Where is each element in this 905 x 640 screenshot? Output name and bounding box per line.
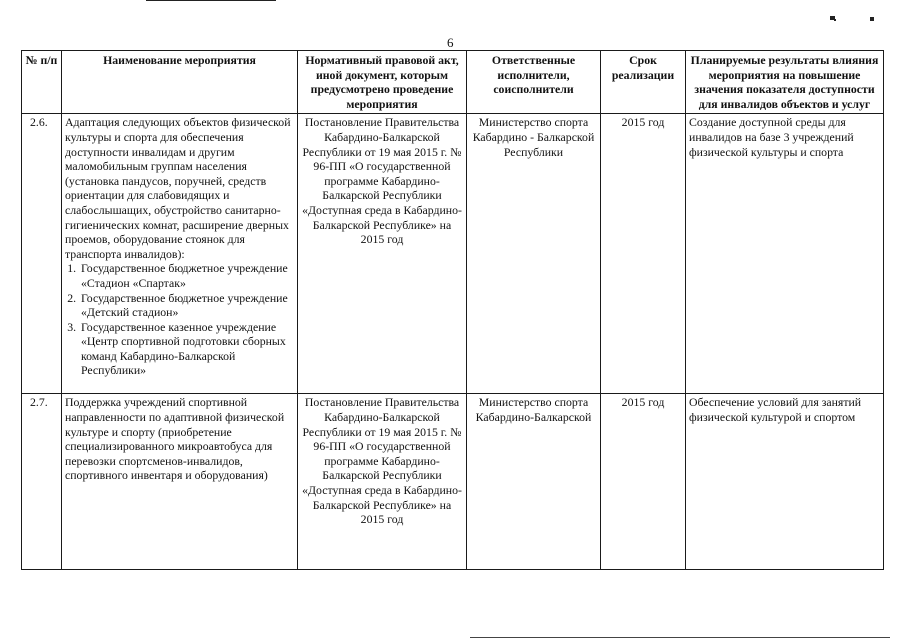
measures-table [21,50,884,570]
top-rule [146,0,276,1]
page-number: 6 [447,35,454,50]
header-result: Планируемые результаты влияния мероприятия на повышение значения показателя доступности для инвалидов объектов и услуг [686,51,884,114]
row-number: 2.6. [22,114,62,394]
measure-name [62,114,298,394]
table-row [22,394,884,570]
legal-act: Постановление Правительства Кабардино-Балкарской Республики от 19 мая 2015 г. № 96-ПП «О государственной программе Кабардино-Балкарской Республики «Доступная среда в Кабардино- Балкарской Республике» на 2015 год [298,114,467,394]
term: 2015 год [601,114,686,394]
planned-result: Обеспечение условий для занятий физической культурой и спортом [686,394,884,570]
institution-list [65,261,294,378]
list-item: 1. Государственное бюджетное учреждение «Стадион «Спартак» [79,261,294,290]
measure-name: Поддержка учреждений спортивной направленности по адаптивной физической культуре и спорту (приобретение специализированного микроавтобуса для перевозки спортсменов-инвалидов, спортивного инвентаря и оборудования) [62,394,298,570]
header-executors: Ответственные исполнители, соисполнители [467,51,601,114]
row-number: 2.7. [22,394,62,570]
table-header-row [22,51,884,114]
executors: Министерство спорта Кабардино - Балкарской Республики [467,114,601,394]
executors: Министерство спорта Кабардино-Балкарской [467,394,601,570]
table-row [22,114,884,394]
list-item: 2. Государственное бюджетное учреждение «Детский стадион» [79,291,294,320]
planned-result: Создание доступной среды для инвалидов на базе 3 учреждений физической культуры и спорта [686,114,884,394]
legal-act: Постановление Правительства Кабардино-Балкарской Республики от 19 мая 2015 г. № 96-ПП «О государственной программе Кабардино-Балкарской Республики «Доступная среда в Кабардино- Балкарской Республике» на 2015 год [298,394,467,570]
header-num: № п/п [22,51,62,114]
header-term: Срок реализации [601,51,686,114]
term: 2015 год [601,394,686,570]
header-act: Нормативный правовой акт, иной документ, которым предусмотрено проведение мероприятия [298,51,467,114]
bottom-rule [470,637,890,638]
list-item: 3. Государственное казенное учреждение «Центр спортивной подготовки сборных команд Кабардино-Балкарской Республики» [79,320,294,378]
scan-marks [830,14,880,24]
measure-description: Адаптация следующих объектов физической культуры и спорта для обеспечения доступности инвалидам и другим маломобильным группам населения (установка пандусов, поручней, средств ориентации для слабовидящих и слабослышащих, обустройство санитарно-гигиенических комнат, расширение дверных проемов, оборудование стоянок для транспорта инвалидов): [65,115,291,261]
header-name: Наименование мероприятия [62,51,298,114]
